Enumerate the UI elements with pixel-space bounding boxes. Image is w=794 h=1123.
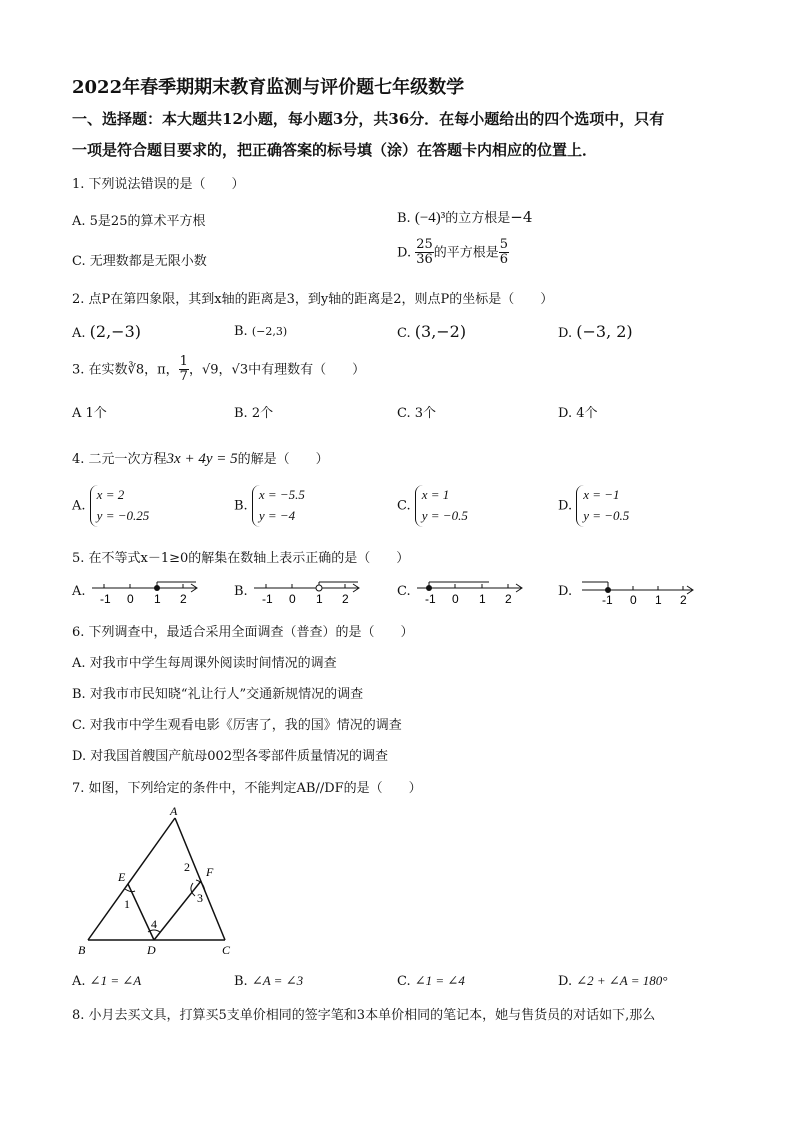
q4-option-a: A. x = 2 y = −0.25 [72, 485, 149, 527]
q1-option-d: D. $\frac{25}{36}$ 的平方根是 $\frac{5}{6}$ [397, 237, 509, 268]
tick-label: 0 [127, 592, 134, 606]
tick-label: 1 [154, 592, 161, 606]
q6-option-d: D. 对我国首艘国产航母002型各零部件质量情况的调查 [72, 749, 389, 764]
q6-stem: 6. 下列调查中，最适合采用全面调查（普查）的是（ ） [72, 625, 414, 640]
q7-option-c: C. ∠1 = ∠4 [397, 973, 465, 989]
q3-option-d: D. 4个 [558, 406, 598, 421]
label-b: B [78, 943, 86, 957]
label-c: C [222, 943, 231, 957]
q6-option-c: C. 对我市中学生观看电影《厉害了，我的国》情况的调查 [72, 718, 402, 733]
page-title: 2022年春季期期末教育监测与评价题七年级数学 [72, 77, 465, 98]
tick-label: 2 [505, 592, 512, 606]
q6-option-b: B. 对我市市民知晓“礼让行人”交通新规情况的调查 [72, 687, 364, 702]
tick-label: 0 [452, 592, 459, 606]
tick-label: -1 [100, 592, 111, 606]
segment-ac [175, 818, 225, 940]
q4-option-b: B. x = −5.5 y = −4 [234, 485, 305, 527]
q3-option-c: C. 3个 [397, 406, 437, 421]
tick-label: -1 [602, 593, 613, 606]
q7-stem: 7. 如图，下列给定的条件中，不能判定AB//DF的是（ ） [72, 781, 422, 796]
label-a: A [170, 804, 178, 818]
solid-dot [426, 585, 432, 591]
tick-label: -1 [262, 592, 273, 606]
label-angle-1: 1 [124, 897, 130, 911]
tick-label: -1 [425, 592, 436, 606]
number-line-d [578, 576, 700, 606]
q5-stem: 5. 在不等式x－1≥0的解集在数轴上表示正确的是（ ） [72, 551, 410, 566]
segment-df [154, 881, 201, 940]
q2-option-d: D. (−3, 2) [558, 322, 633, 341]
q2-option-a: A. (2,−3) [72, 322, 142, 341]
q1-stem: 1. 下列说法错误的是（ ） [72, 177, 245, 192]
label-e: E [118, 870, 126, 884]
segment-ab [88, 818, 175, 940]
tick-label: 0 [630, 593, 637, 606]
hollow-dot [316, 585, 322, 591]
q5-option-b-label: B. [234, 584, 248, 599]
q5-option-a-label: A. [72, 584, 86, 599]
tick-label: 1 [316, 592, 323, 606]
section-header-line1: 一、选择题：本大题共12小题，每小题3分，共36分．在每小题给出的四个选项中，只有 [72, 110, 665, 128]
q1-option-b: B. (−4)³的立方根是−4 [397, 208, 533, 226]
q7-option-a: A. ∠1 = ∠A [72, 973, 142, 989]
label-angle-3: 3 [197, 891, 203, 905]
label-d: D [147, 943, 156, 957]
q3-option-a: A 1个 [72, 406, 107, 421]
label-f: F [206, 865, 214, 879]
q8-stem: 8. 小月去买文具，打算买5支单价相同的签字笔和3本单价相同的笔记本，她与售货员的对话如下,那么 [72, 1008, 656, 1023]
q3-option-b: B. 2个 [234, 406, 274, 421]
q1-option-c: C. 无理数都是无限小数 [72, 254, 207, 269]
tick-label: 0 [289, 592, 296, 606]
q5-option-d-label: D. [558, 584, 573, 599]
q4-stem: 4. 二元一次方程3x + 4y = 5的解是（ ） [72, 451, 329, 467]
q7-option-d: D. ∠2 + ∠A = 180° [558, 973, 668, 989]
q1-option-a: A. 5是25的算术平方根 [72, 214, 206, 229]
q2-stem: 2. 点P在第四象限，其到x轴的距离是3，到y轴的距离是2，则点P的坐标是（ ） [72, 292, 554, 307]
tick-label: 2 [342, 592, 349, 606]
tick-label: 1 [479, 592, 486, 606]
tick-label: 2 [680, 593, 687, 606]
solid-dot [154, 585, 160, 591]
q4-option-d: D. x = −1 y = −0.5 [558, 485, 629, 527]
tick-label: 1 [655, 593, 662, 606]
q6-option-a: A. 对我市中学生每周课外阅读时间情况的调查 [72, 656, 337, 671]
section-header-line2: 一项是符合题目要求的，把正确答案的标号填（涂）在答题卡内相应的位置上． [72, 141, 598, 159]
label-angle-4: 4 [151, 917, 157, 931]
number-line-a [88, 576, 204, 606]
q2-option-b: B. (−2,3) [234, 324, 288, 339]
q7-option-b: B. ∠A = ∠3 [234, 973, 304, 989]
q3-stem: 3. 在实数∛8，π， $\frac{1}{7}$ ，√9，√3中有理数有（ ） [72, 354, 366, 385]
triangle-figure [74, 800, 244, 962]
label-angle-2: 2 [184, 860, 190, 874]
q4-option-c: C. x = 1 y = −0.5 [397, 485, 468, 527]
q2-option-c: C. (3,−2) [397, 322, 467, 341]
segment-ed [128, 884, 154, 940]
number-line-c [413, 576, 529, 606]
number-line-b [250, 576, 366, 606]
tick-label: 2 [180, 592, 187, 606]
q5-option-c-label: C. [397, 584, 411, 599]
